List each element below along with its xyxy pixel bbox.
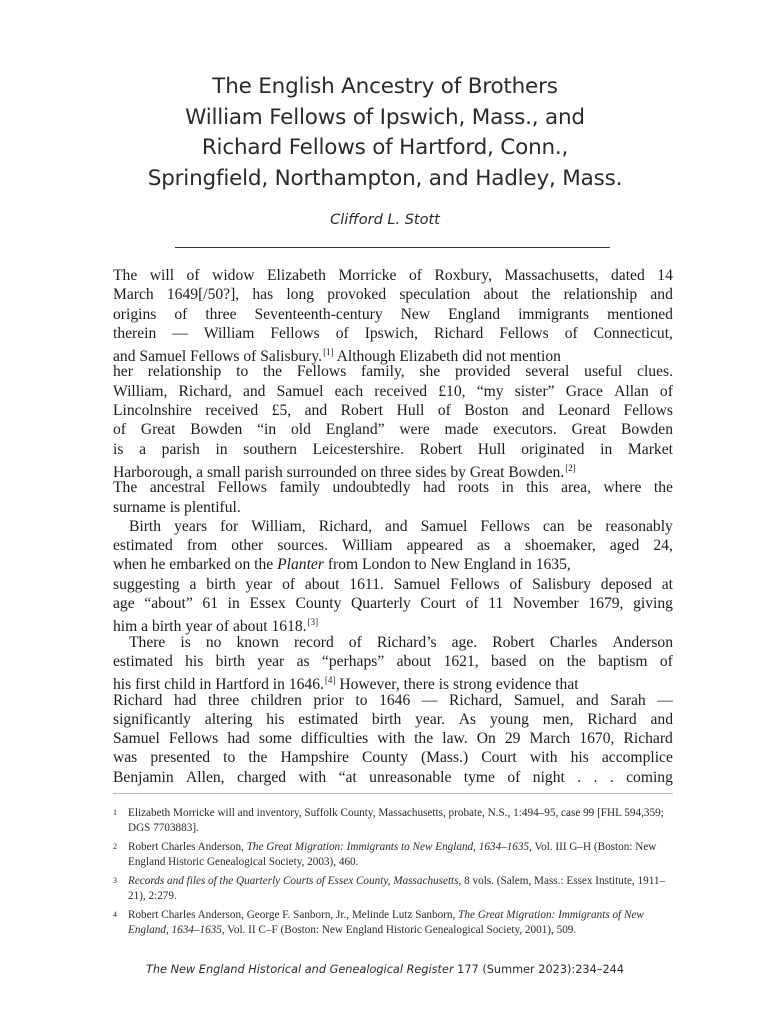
body-text: from London to New England in 1635,	[327, 556, 571, 574]
body-line: Benjamin Allen, charged with “at unreasonable tyme of night . . . coming	[113, 768, 673, 786]
body-text: Harborough, a small parish surrounded on three sides by Great Bowden.	[113, 463, 565, 481]
footnote-work-title: Records and files of the Quarterly Courts of Essex County, Massachusetts	[128, 875, 459, 887]
body-line: Richard had three children prior to 1646 — Richard, Samuel, and Sarah —	[113, 691, 673, 709]
footnote-4	[113, 908, 673, 938]
title-line-1: The English Ancestry of Brothers	[212, 74, 558, 99]
author-name: Clifford L. Stott	[330, 212, 440, 228]
body-line: her relationship to the Fellows family, she provided several useful clues.	[113, 363, 673, 381]
body-line: suggesting a birth year of about 1611. Samuel Fellows of Salisbury deposed at	[113, 575, 673, 593]
footnote-number: 4	[113, 910, 117, 919]
body-text: Although Elizabeth did not mention	[333, 348, 561, 366]
ship-name: Planter	[277, 556, 324, 574]
body-line: is a parish in southern Leicestershire. Robert Hull originated in Market	[113, 440, 673, 458]
body-text: However, there is strong evidence that	[335, 676, 579, 694]
footnote-text-part: , 8 vols. (Salem, Mass.: Essex Institute, 1911–21), 2:279.	[128, 875, 666, 902]
body-line	[113, 343, 673, 366]
footnote-number: 3	[113, 876, 117, 885]
footnote-text	[128, 874, 673, 904]
footnote-text	[128, 908, 673, 938]
body-line: Lincolnshire received £5, and Robert Hull of Boston and Leonard Fellows	[113, 402, 673, 420]
body-line	[113, 555, 673, 574]
body-line: estimated his birth year as “perhaps” about 1621, based on the baptism of	[113, 652, 673, 670]
body-line: was presented to the Hampshire County (Mass.) Court with his accomplice	[113, 749, 673, 767]
title-line-4: Springfield, Northampton, and Hadley, Mass.	[147, 165, 623, 191]
body-line: therein — William Fellows of Ipswich, Richard Fellows of Connecticut,	[113, 324, 673, 342]
footnote-text-part: , Vol. II C–F (Boston: New England Historic Genealogical Society, 2001), 509.	[221, 924, 577, 936]
footnote-work-title: The Great Migration: Immigrants of New England, 1634–1635	[128, 909, 644, 936]
footnote-text-part: , Vol. III G–H (Boston: New England Historic Genealogical Society, 2003), 460.	[128, 841, 657, 868]
footnote-ref-4[interactable]: [4]	[324, 675, 336, 686]
journal-citation: 177 (Summer 2023):234–244	[453, 963, 625, 976]
body-line	[113, 671, 673, 694]
footnote-3	[113, 874, 673, 904]
body-line: There is no known record of Richard’s age. Robert Charles Anderson	[129, 633, 673, 651]
body-text: when he embarked on the	[113, 556, 274, 574]
body-line: William, Richard, and Samuel each received £10, “my sister” Grace Allan of	[113, 382, 673, 400]
footnote-2	[113, 840, 673, 870]
body-line: Birth years for William, Richard, and Samuel Fellows can be reasonably	[129, 517, 673, 535]
title-line-3: Richard Fellows of Hartford, Conn.,	[201, 135, 569, 160]
body-line: The will of widow Elizabeth Morricke of Roxbury, Massachusetts, dated 14	[113, 267, 673, 284]
body-line: origins of three Seventeenth-century New England immigrants mentioned	[113, 305, 673, 323]
title-line-2: William Fellows of Ipswich, Mass., and	[185, 104, 585, 130]
title-divider	[175, 247, 610, 248]
footnote-1	[113, 806, 673, 836]
body-line: age “about” 61 in Essex County Quarterly Court of 11 November 1679, giving	[113, 595, 673, 613]
footnote-ref-1[interactable]: [1]	[323, 347, 334, 358]
footnotes	[113, 806, 673, 942]
footnote-divider	[113, 793, 673, 794]
body-line: March 1649[/50?], has long provoked speculation about the relationship and	[113, 286, 673, 304]
body-line: Samuel Fellows had some difficulties with the law. On 29 March 1670, Richard	[113, 730, 673, 748]
article-title	[60, 72, 710, 194]
body-line: estimated from other sources. William appeared as a shoemaker, aged 24,	[113, 537, 673, 555]
article-body	[113, 266, 673, 787]
footnote-text-part: Robert Charles Anderson,	[128, 841, 247, 853]
footnote-work-title: The Great Migration: Immigrants to New England, 1634–1635	[246, 841, 530, 853]
body-text: him a birth year of about 1618.	[113, 618, 307, 636]
footnote-text: Elizabeth Morricke will and inventory, Suffolk County, Massachusetts, probate, N.S., 1:494–95, case 99 [FHL 594,359; DGS 7703883].	[128, 807, 664, 834]
body-line	[113, 613, 673, 636]
page-footer	[60, 963, 710, 976]
footnote-ref-3[interactable]: [3]	[307, 617, 319, 628]
footnote-ref-2[interactable]: [2]	[565, 462, 576, 473]
body-line: significantly altering his estimated birth year. As young men, Richard and	[113, 710, 673, 728]
body-text: his first child in Hartford in 1646.	[113, 676, 324, 694]
footnote-number: 2	[113, 842, 117, 851]
footnote-number: 1	[113, 808, 117, 817]
body-line: surname is plentiful.	[113, 498, 241, 516]
body-line	[113, 459, 673, 481]
footnote-text	[128, 840, 673, 870]
footnote-text-part: Robert Charles Anderson, George F. Sanborn, Jr., Melinde Lutz Sanborn,	[128, 909, 459, 921]
journal-name: The New England Historical and Genealogical Register	[145, 963, 454, 976]
body-line: The ancestral Fellows family undoubtedly had roots in this area, where the	[113, 479, 673, 497]
body-text: and Samuel Fellows of Salisbury.	[113, 348, 323, 366]
body-line: of Great Bowden “in old England” were made executors. Great Bowden	[113, 421, 673, 439]
